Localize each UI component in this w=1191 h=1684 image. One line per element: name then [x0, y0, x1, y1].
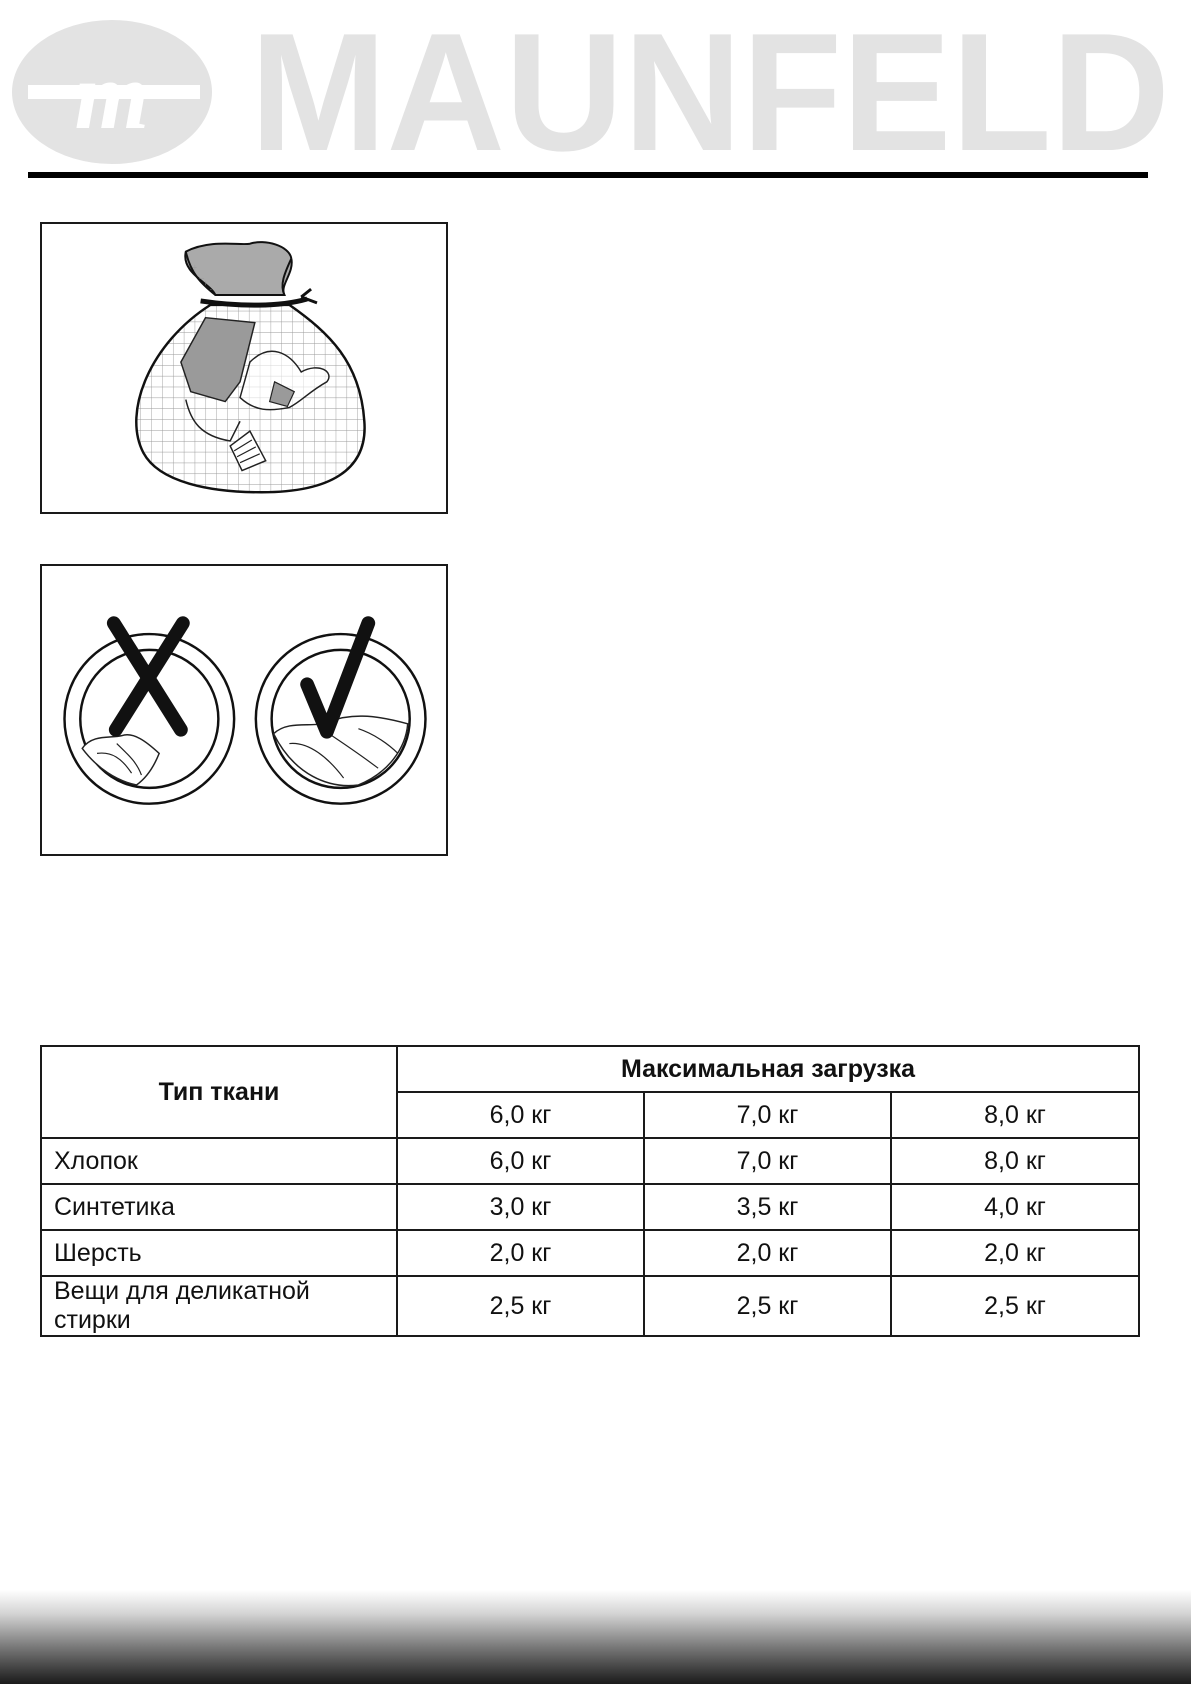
footer-gradient-bar [0, 1590, 1191, 1684]
capacity-header-cell: 6,0 кг [397, 1092, 644, 1138]
figure-laundry-bag [40, 222, 448, 514]
load-value-cell: 2,5 кг [644, 1276, 891, 1336]
header-rule [28, 172, 1148, 178]
fabric-name-cell: Вещи для деликатной стирки [41, 1276, 397, 1336]
svg-text:m: m [74, 42, 150, 149]
load-value-cell: 8,0 кг [891, 1138, 1139, 1184]
brand-wordmark: MAUNFELD [250, 0, 1170, 170]
fabric-name-cell: Хлопок [41, 1138, 397, 1184]
table-row [41, 1230, 1139, 1276]
table-row [41, 1276, 1139, 1336]
load-value-cell: 4,0 кг [891, 1184, 1139, 1230]
table-row [41, 1138, 1139, 1184]
fabric-name-cell: Синтетика [41, 1184, 397, 1230]
max-load-table [40, 1045, 1140, 1337]
max-load-header: Максимальная загрузка [397, 1046, 1139, 1092]
load-value-cell: 3,0 кг [397, 1184, 644, 1230]
load-value-cell: 2,0 кг [397, 1230, 644, 1276]
fabric-type-header: Тип ткани [41, 1046, 397, 1138]
load-value-cell: 2,0 кг [644, 1230, 891, 1276]
drum-load-wrong-right-icon [42, 566, 446, 854]
drum-wrong-icon [64, 623, 234, 803]
load-value-cell: 6,0 кг [397, 1138, 644, 1184]
drum-right-icon [256, 623, 426, 803]
capacity-header-cell: 7,0 кг [644, 1092, 891, 1138]
load-value-cell: 7,0 кг [644, 1138, 891, 1184]
figure-drum-loading [40, 564, 448, 856]
load-value-cell: 2,5 кг [397, 1276, 644, 1336]
load-value-cell: 2,0 кг [891, 1230, 1139, 1276]
brand-logo [0, 0, 1191, 170]
maunfeld-m-emblem-icon [12, 20, 212, 164]
table-header-row [41, 1046, 1139, 1092]
load-value-cell: 3,5 кг [644, 1184, 891, 1230]
fabric-name-cell: Шерсть [41, 1230, 397, 1276]
load-value-cell: 2,5 кг [891, 1276, 1139, 1336]
table-row [41, 1184, 1139, 1230]
laundry-mesh-bag-icon [42, 224, 446, 512]
capacity-header-cell: 8,0 кг [891, 1092, 1139, 1138]
